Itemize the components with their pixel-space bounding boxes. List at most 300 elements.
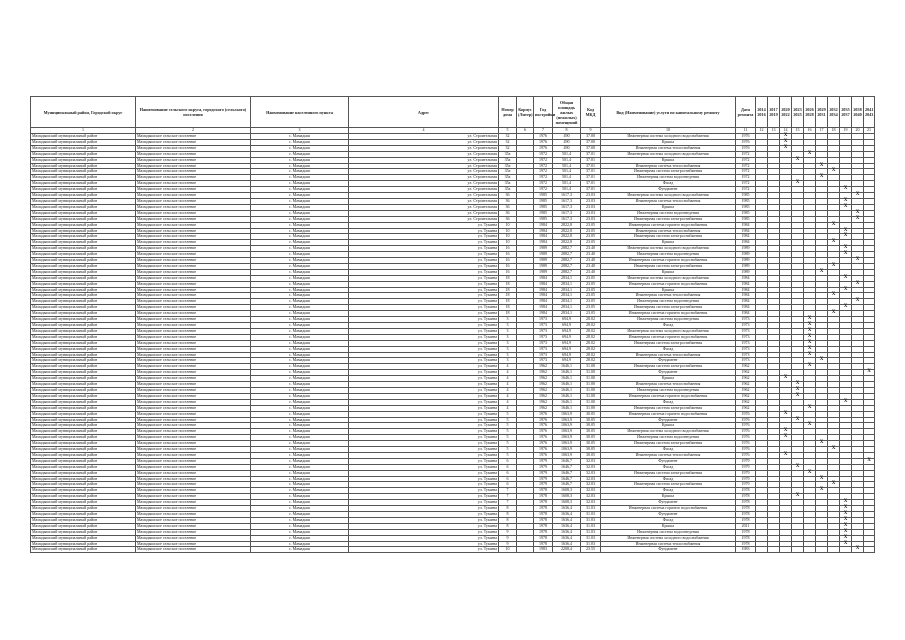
- year-cell: 1976: [534, 423, 553, 429]
- district-cell: Мамадышский муниципальный район: [31, 275, 136, 281]
- street-cell: ул. Тукаева: [349, 275, 499, 281]
- area-cell: 501,4: [553, 157, 581, 163]
- column-header: 2035 2037: [840, 97, 852, 128]
- settlement-cell: Мамадышское сельское поселение: [136, 317, 251, 323]
- year-cell: 1972: [534, 187, 553, 193]
- settlement-cell: Мамадышское сельское поселение: [136, 382, 251, 388]
- column-number: 14: [780, 128, 792, 134]
- year-cell: 1984: [534, 240, 553, 246]
- service-cell: Инженерная система горячего водоснабжения: [601, 258, 736, 264]
- street-cell: ул. Тукаева: [349, 382, 499, 388]
- service-cell: Инженерная система теплоснабжения: [601, 198, 736, 204]
- district-cell: Мамадышский муниципальный район: [31, 535, 136, 541]
- date-cell: 1962: [736, 399, 756, 405]
- house-cell: 18: [499, 299, 517, 305]
- street-cell: ул. Строительная: [349, 163, 499, 169]
- year-cell: 1984: [534, 222, 553, 228]
- date-cell: 1978: [736, 517, 756, 523]
- code-cell: 28.02: [581, 346, 601, 352]
- year-cell: 1962: [534, 364, 553, 370]
- area-cell: 1636,4: [553, 517, 581, 523]
- area-cell: 1063,9: [553, 411, 581, 417]
- year-cell: 1985: [534, 198, 553, 204]
- town-cell: с. Мамадыш: [251, 547, 349, 553]
- house-cell: 4: [499, 364, 517, 370]
- house-cell: 10: [499, 234, 517, 240]
- period-cell: [756, 547, 768, 553]
- town-cell: с. Мамадыш: [251, 399, 349, 405]
- house-cell: 7: [499, 494, 517, 500]
- settlement-cell: Мамадышское сельское поселение: [136, 258, 251, 264]
- town-cell: с. Мамадыш: [251, 240, 349, 246]
- period-mark: X: [804, 334, 816, 340]
- house-cell: 6: [499, 470, 517, 476]
- period-mark: X: [804, 340, 816, 346]
- town-cell: с. Мамадыш: [251, 328, 349, 334]
- period-mark: X: [828, 169, 840, 175]
- town-cell: с. Мамадыш: [251, 204, 349, 210]
- area-cell: 1636,4: [553, 529, 581, 535]
- date-cell: 1973: [736, 328, 756, 334]
- service-cell: Инженерная система водоотведения: [601, 317, 736, 323]
- district-cell: Мамадышский муниципальный район: [31, 134, 136, 140]
- district-cell: Мамадышский муниципальный район: [31, 517, 136, 523]
- period-mark: X: [840, 246, 852, 252]
- area-cell: 694,9: [553, 317, 581, 323]
- code-cell: 31.00: [581, 382, 601, 388]
- code-cell: 31.00: [581, 405, 601, 411]
- town-cell: с. Мамадыш: [251, 435, 349, 441]
- house-cell: 3: [499, 323, 517, 329]
- district-cell: Мамадышский муниципальный район: [31, 370, 136, 376]
- area-cell: 490: [553, 134, 581, 140]
- town-cell: с. Мамадыш: [251, 482, 349, 488]
- district-cell: Мамадышский муниципальный район: [31, 417, 136, 423]
- area-cell: 2834,1: [553, 275, 581, 281]
- year-cell: 1976: [534, 429, 553, 435]
- district-cell: Мамадышский муниципальный район: [31, 240, 136, 246]
- street-cell: ул. Тукаева: [349, 405, 499, 411]
- code-cell: 31.03: [581, 529, 601, 535]
- code-cell: 23.40: [581, 252, 601, 258]
- column-header: Адрес: [349, 97, 499, 128]
- settlement-cell: Мамадышское сельское поселение: [136, 275, 251, 281]
- column-number: 15: [792, 128, 804, 134]
- area-cell: 2834,1: [553, 311, 581, 317]
- settlement-cell: Мамадышское сельское поселение: [136, 323, 251, 329]
- year-cell: 1984: [534, 275, 553, 281]
- service-cell: Крыша: [601, 139, 736, 145]
- town-cell: с. Мамадыш: [251, 293, 349, 299]
- date-cell: 1972: [736, 151, 756, 157]
- column-number: 1: [31, 128, 136, 134]
- district-cell: Мамадышский муниципальный район: [31, 452, 136, 458]
- year-cell: 1978: [534, 506, 553, 512]
- date-cell: 1978: [736, 506, 756, 512]
- service-cell: Инженерная система теплоснабжения: [601, 228, 736, 234]
- code-cell: 31.03: [581, 512, 601, 518]
- service-cell: Фундамент: [601, 512, 736, 518]
- area-cell: 1646,1: [553, 382, 581, 388]
- area-cell: 490: [553, 139, 581, 145]
- street-cell: ул. Строительная: [349, 139, 499, 145]
- column-number: 4: [349, 128, 499, 134]
- district-cell: Мамадышский муниципальный район: [31, 482, 136, 488]
- period-mark: X: [816, 163, 828, 169]
- service-cell: Инженерная система водоотведения: [601, 435, 736, 441]
- period-mark: X: [840, 287, 852, 293]
- service-cell: Инженерная система электроснабжения: [601, 305, 736, 311]
- street-cell: ул. Тукаева: [349, 293, 499, 299]
- town-cell: с. Мамадыш: [251, 447, 349, 453]
- year-cell: 1973: [534, 358, 553, 364]
- year-cell: 1973: [534, 334, 553, 340]
- year-cell: 1989: [534, 252, 553, 258]
- date-cell: 1973: [736, 323, 756, 329]
- date-cell: 1983: [736, 547, 756, 553]
- district-cell: Мамадышский муниципальный район: [31, 252, 136, 258]
- settlement-cell: Мамадышское сельское поселение: [136, 134, 251, 140]
- town-cell: с. Мамадыш: [251, 352, 349, 358]
- settlement-cell: Мамадышское сельское поселение: [136, 464, 251, 470]
- area-cell: 1063,9: [553, 452, 581, 458]
- district-cell: Мамадышский муниципальный район: [31, 441, 136, 447]
- date-cell: 1989: [736, 252, 756, 258]
- service-cell: Инженерная система горячего водоснабжения: [601, 393, 736, 399]
- period-mark: X: [828, 240, 840, 246]
- date-cell: 1973: [736, 358, 756, 364]
- column-header: Муниципальный район, Городской округ: [31, 97, 136, 128]
- service-cell: Крыша: [601, 157, 736, 163]
- town-cell: с. Мамадыш: [251, 340, 349, 346]
- district-cell: Мамадышский муниципальный район: [31, 399, 136, 405]
- house-cell: 32: [499, 139, 517, 145]
- service-cell: Инженерная система электроснабжения: [601, 216, 736, 222]
- street-cell: ул. Строительная: [349, 216, 499, 222]
- code-cell: 23.03: [581, 216, 601, 222]
- code-cell: 28.02: [581, 334, 601, 340]
- code-cell: 37.01: [581, 169, 601, 175]
- district-cell: Мамадышский муниципальный район: [31, 216, 136, 222]
- house-cell: 3: [499, 358, 517, 364]
- town-cell: с. Мамадыш: [251, 529, 349, 535]
- area-cell: 2834,1: [553, 293, 581, 299]
- period-mark: X: [840, 234, 852, 240]
- year-cell: 1984: [534, 228, 553, 234]
- period-mark: X: [780, 429, 792, 435]
- code-cell: 28.02: [581, 352, 601, 358]
- year-cell: 1989: [534, 258, 553, 264]
- area-cell: 1636,4: [553, 506, 581, 512]
- year-cell: 1978: [534, 500, 553, 506]
- house-cell: 4: [499, 376, 517, 382]
- town-cell: с. Мамадыш: [251, 139, 349, 145]
- year-cell: 1972: [534, 163, 553, 169]
- code-cell: 23.40: [581, 246, 601, 252]
- house-cell: 18: [499, 281, 517, 287]
- settlement-cell: Мамадышское сельское поселение: [136, 488, 251, 494]
- district-cell: Мамадышский муниципальный район: [31, 204, 136, 210]
- town-cell: с. Мамадыш: [251, 464, 349, 470]
- header-row: [31, 97, 875, 128]
- district-cell: Мамадышский муниципальный район: [31, 458, 136, 464]
- column-number: 21: [864, 128, 875, 134]
- house-cell: 35а: [499, 181, 517, 187]
- date-cell: 1978: [736, 500, 756, 506]
- settlement-cell: Мамадышское сельское поселение: [136, 512, 251, 518]
- area-cell: 1063,9: [553, 435, 581, 441]
- street-cell: ул. Тукаева: [349, 547, 499, 553]
- district-cell: Мамадышский муниципальный район: [31, 228, 136, 234]
- date-cell: 1985: [736, 204, 756, 210]
- street-cell: ул. Тукаева: [349, 246, 499, 252]
- date-cell: 1989: [736, 258, 756, 264]
- settlement-cell: Мамадышское сельское поселение: [136, 263, 251, 269]
- period-mark: X: [852, 216, 864, 222]
- column-number: 10: [601, 128, 736, 134]
- year-cell: 1984: [534, 281, 553, 287]
- street-cell: ул. Тукаева: [349, 458, 499, 464]
- date-cell: 1985: [736, 216, 756, 222]
- street-cell: ул. Тукаева: [349, 447, 499, 453]
- period-mark: X: [840, 198, 852, 204]
- date-cell: 1978: [736, 512, 756, 518]
- district-cell: Мамадышский муниципальный район: [31, 145, 136, 151]
- period-mark: X: [840, 529, 852, 535]
- district-cell: Мамадышский муниципальный район: [31, 293, 136, 299]
- date-cell: 1972: [736, 175, 756, 181]
- period-mark: X: [828, 447, 840, 453]
- date-cell: 1962: [736, 376, 756, 382]
- district-cell: Мамадышский муниципальный район: [31, 488, 136, 494]
- date-cell: 1976: [736, 452, 756, 458]
- service-cell: Фундамент: [601, 370, 736, 376]
- service-cell: Крыша: [601, 269, 736, 275]
- area-cell: 1617,3: [553, 216, 581, 222]
- date-cell: 1978: [736, 488, 756, 494]
- area-cell: 1646,1: [553, 370, 581, 376]
- period-mark: X: [828, 222, 840, 228]
- area-cell: 1617,3: [553, 204, 581, 210]
- code-cell: 23.05: [581, 293, 601, 299]
- code-cell: 31.03: [581, 541, 601, 547]
- service-cell: Инженерная система горячего водоснабжения: [601, 222, 736, 228]
- service-cell: Инженерная система горячего водоснабжения: [601, 311, 736, 317]
- house-cell: 3: [499, 352, 517, 358]
- house-cell: 9: [499, 535, 517, 541]
- settlement-cell: Мамадышское сельское поселение: [136, 529, 251, 535]
- settlement-cell: Мамадышское сельское поселение: [136, 163, 251, 169]
- street-cell: ул. Тукаева: [349, 281, 499, 287]
- house-cell: 5: [499, 429, 517, 435]
- street-cell: ул. Тукаева: [349, 435, 499, 441]
- period-mark: X: [816, 175, 828, 181]
- code-cell: 31.03: [581, 506, 601, 512]
- column-number: 19: [840, 128, 852, 134]
- column-number: 2: [136, 128, 251, 134]
- town-cell: с. Мамадыш: [251, 364, 349, 370]
- district-cell: Мамадышский муниципальный район: [31, 364, 136, 370]
- year-cell: 1976: [534, 134, 553, 140]
- code-cell: 32.03: [581, 482, 601, 488]
- house-cell: 35а: [499, 163, 517, 169]
- date-cell: 1972: [736, 187, 756, 193]
- period-mark: X: [804, 405, 816, 411]
- period-mark: X: [852, 281, 864, 287]
- service-cell: Инженерная система электроснабжения: [601, 364, 736, 370]
- street-cell: ул. Тукаева: [349, 452, 499, 458]
- code-cell: 30.05: [581, 447, 601, 453]
- street-cell: ул. Строительная: [349, 181, 499, 187]
- district-cell: Мамадышский муниципальный район: [31, 269, 136, 275]
- area-cell: 694,9: [553, 346, 581, 352]
- town-cell: с. Мамадыш: [251, 323, 349, 329]
- service-cell: Крыша: [601, 287, 736, 293]
- period-mark: X: [840, 541, 852, 547]
- district-cell: Мамадышский муниципальный район: [31, 222, 136, 228]
- street-cell: ул. Тукаева: [349, 429, 499, 435]
- district-cell: Мамадышский муниципальный район: [31, 210, 136, 216]
- date-cell: 1976: [736, 417, 756, 423]
- settlement-cell: Мамадышское сельское поселение: [136, 210, 251, 216]
- repair-table: [30, 96, 875, 553]
- area-cell: 2822,8: [553, 222, 581, 228]
- settlement-cell: Мамадышское сельское поселение: [136, 187, 251, 193]
- house-cell: 16: [499, 246, 517, 252]
- year-cell: 1976: [534, 417, 553, 423]
- code-cell: 32.03: [581, 458, 601, 464]
- street-cell: ул. Строительная: [349, 187, 499, 193]
- period-mark: X: [792, 382, 804, 388]
- period-cell: [816, 547, 828, 553]
- house-cell: 3: [499, 328, 517, 334]
- table-row: [31, 547, 875, 553]
- area-cell: 2822,8: [553, 234, 581, 240]
- date-cell: 1976: [736, 411, 756, 417]
- area-cell: 1646,7: [553, 458, 581, 464]
- town-cell: с. Мамадыш: [251, 305, 349, 311]
- date-cell: 1979: [736, 470, 756, 476]
- settlement-cell: Мамадышское сельское поселение: [136, 193, 251, 199]
- year-cell: 1976: [534, 145, 553, 151]
- town-cell: с. Мамадыш: [251, 299, 349, 305]
- district-cell: Мамадышский муниципальный район: [31, 435, 136, 441]
- date-cell: 1978: [736, 535, 756, 541]
- settlement-cell: Мамадышское сельское поселение: [136, 376, 251, 382]
- town-cell: с. Мамадыш: [251, 429, 349, 435]
- area-cell: 501,4: [553, 175, 581, 181]
- street-cell: ул. Тукаева: [349, 529, 499, 535]
- town-cell: с. Мамадыш: [251, 269, 349, 275]
- area-cell: 694,9: [553, 358, 581, 364]
- column-number: 6: [517, 128, 534, 134]
- year-cell: 1978: [534, 512, 553, 518]
- date-cell: 1973: [736, 352, 756, 358]
- area-cell: 2822,8: [553, 240, 581, 246]
- settlement-cell: Мамадышское сельское поселение: [136, 169, 251, 175]
- district-cell: Мамадышский муниципальный район: [31, 423, 136, 429]
- town-cell: с. Мамадыш: [251, 476, 349, 482]
- capital-repair-register: [30, 96, 875, 553]
- district-cell: Мамадышский муниципальный район: [31, 234, 136, 240]
- settlement-cell: Мамадышское сельское поселение: [136, 429, 251, 435]
- house-cell: 8: [499, 506, 517, 512]
- service-cell: Фасад: [601, 447, 736, 453]
- settlement-cell: Мамадышское сельское поселение: [136, 476, 251, 482]
- town-cell: с. Мамадыш: [251, 387, 349, 393]
- settlement-cell: Мамадышское сельское поселение: [136, 293, 251, 299]
- town-cell: с. Мамадыш: [251, 488, 349, 494]
- house-cell: 36: [499, 210, 517, 216]
- year-cell: 1973: [534, 323, 553, 329]
- code-cell: 23.03: [581, 198, 601, 204]
- date-cell: 1972: [736, 181, 756, 187]
- area-cell: 2834,1: [553, 305, 581, 311]
- house-cell: 8: [499, 517, 517, 523]
- settlement-cell: Мамадышское сельское поселение: [136, 228, 251, 234]
- town-cell: с. Мамадыш: [251, 258, 349, 264]
- district-cell: Мамадышский муниципальный район: [31, 193, 136, 199]
- settlement-cell: Мамадышское сельское поселение: [136, 517, 251, 523]
- street-cell: ул. Тукаева: [349, 523, 499, 529]
- service-cell: Инженерная система водоотведения: [601, 175, 736, 181]
- house-cell: 5: [499, 447, 517, 453]
- column-header: 2014 2016: [756, 97, 768, 128]
- period-cell: [864, 547, 875, 553]
- district-cell: Мамадышский муниципальный район: [31, 246, 136, 252]
- year-cell: 1973: [534, 352, 553, 358]
- settlement-cell: Мамадышское сельское поселение: [136, 523, 251, 529]
- code-cell: 23.05: [581, 228, 601, 234]
- settlement-cell: Мамадышское сельское поселение: [136, 447, 251, 453]
- year-cell: 1962: [534, 393, 553, 399]
- year-cell: 1983: [534, 547, 553, 553]
- area-cell: 2882,7: [553, 263, 581, 269]
- service-cell: Инженерная система электроснабжения: [601, 441, 736, 447]
- code-cell: 32.03: [581, 500, 601, 506]
- settlement-cell: Мамадышское сельское поселение: [136, 482, 251, 488]
- street-cell: ул. Тукаева: [349, 258, 499, 264]
- code-cell: 30.05: [581, 435, 601, 441]
- house-cell: 5: [499, 411, 517, 417]
- date-cell: 1976: [736, 423, 756, 429]
- period-mark: X: [792, 393, 804, 399]
- settlement-cell: Мамадышское сельское поселение: [136, 328, 251, 334]
- code-cell: 23.05: [581, 281, 601, 287]
- date-cell: 1984: [736, 228, 756, 234]
- area-cell: 490: [553, 145, 581, 151]
- service-cell: Фасад: [601, 346, 736, 352]
- period-mark: X: [816, 441, 828, 447]
- service-cell: Фундамент: [601, 458, 736, 464]
- area-cell: 1063,9: [553, 417, 581, 423]
- street-cell: ул. Тукаева: [349, 263, 499, 269]
- year-cell: 1962: [534, 387, 553, 393]
- date-cell: 1976: [736, 139, 756, 145]
- area-cell: 501,4: [553, 163, 581, 169]
- street-cell: ул. Строительная: [349, 169, 499, 175]
- street-cell: ул. Тукаева: [349, 541, 499, 547]
- column-number: 18: [828, 128, 840, 134]
- date-cell: 1972: [736, 157, 756, 163]
- period-mark: X: [840, 500, 852, 506]
- house-cell: 16: [499, 258, 517, 264]
- period-cell: [768, 547, 780, 553]
- code-cell: 23.05: [581, 234, 601, 240]
- town-cell: с. Мамадыш: [251, 317, 349, 323]
- year-cell: 1973: [534, 317, 553, 323]
- service-cell: Инженерная система горячего водоснабжения: [601, 506, 736, 512]
